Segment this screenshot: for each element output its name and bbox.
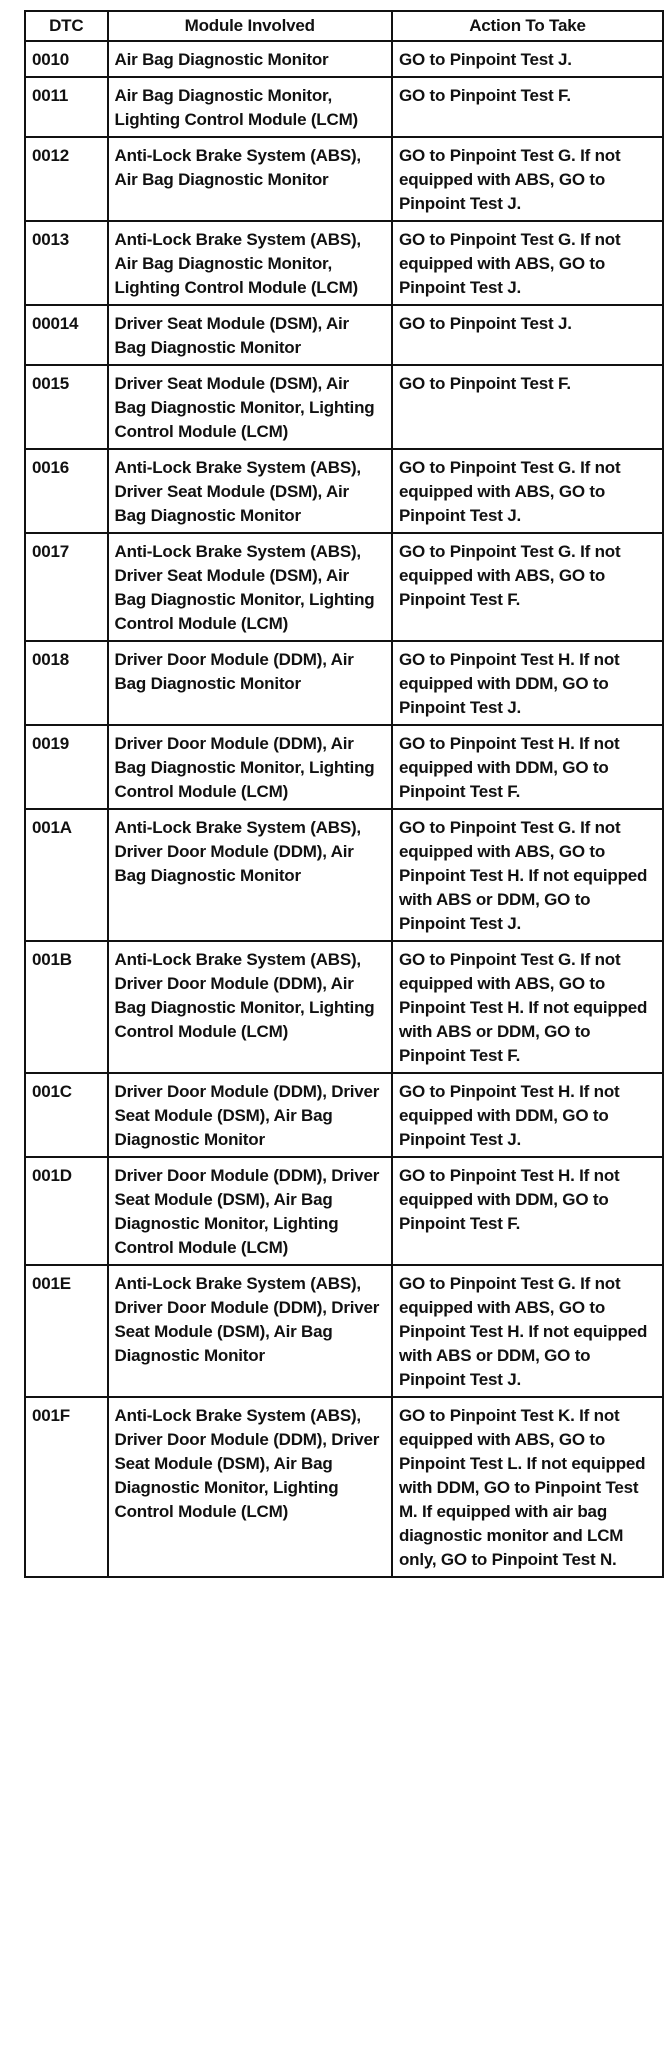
dtc-code-cell: 0015	[25, 365, 108, 449]
module-involved-cell: Driver Seat Module (DSM), Air Bag Diagnostic Monitor	[108, 305, 392, 365]
action-to-take-cell: GO to Pinpoint Test F.	[392, 77, 663, 137]
action-to-take-cell: GO to Pinpoint Test H. If not equipped with DDM, GO to Pinpoint Test J.	[392, 641, 663, 725]
action-to-take-cell: GO to Pinpoint Test G. If not equipped with ABS, GO to Pinpoint Test H. If not equipped with ABS or DDM, GO to Pinpoint Test F.	[392, 941, 663, 1073]
table-row	[25, 449, 663, 533]
table-row	[25, 725, 663, 809]
action-to-take-cell: GO to Pinpoint Test G. If not equipped with ABS, GO to Pinpoint Test H. If not equipped with ABS or DDM, GO to Pinpoint Test J.	[392, 1265, 663, 1397]
dtc-code-cell: 0017	[25, 533, 108, 641]
action-to-take-cell: GO to Pinpoint Test G. If not equipped with ABS, GO to Pinpoint Test F.	[392, 533, 663, 641]
module-involved-cell: Anti-Lock Brake System (ABS), Driver Seat Module (DSM), Air Bag Diagnostic Monitor, Lighting Control Module (LCM)	[108, 533, 392, 641]
table-body	[25, 41, 663, 1577]
dtc-code-cell: 0010	[25, 41, 108, 77]
header-row	[25, 11, 663, 41]
header-action-to-take: Action To Take	[392, 11, 663, 41]
module-involved-cell: Driver Door Module (DDM), Driver Seat Module (DSM), Air Bag Diagnostic Monitor, Lighting Control Module (LCM)	[108, 1157, 392, 1265]
action-to-take-cell: GO to Pinpoint Test G. If not equipped with ABS, GO to Pinpoint Test J.	[392, 137, 663, 221]
module-involved-cell: Anti-Lock Brake System (ABS), Air Bag Diagnostic Monitor	[108, 137, 392, 221]
table-row	[25, 77, 663, 137]
action-to-take-cell: GO to Pinpoint Test H. If not equipped with DDM, GO to Pinpoint Test J.	[392, 1073, 663, 1157]
module-involved-cell: Driver Door Module (DDM), Air Bag Diagnostic Monitor	[108, 641, 392, 725]
table-row	[25, 137, 663, 221]
table-row	[25, 809, 663, 941]
module-involved-cell: Driver Seat Module (DSM), Air Bag Diagnostic Monitor, Lighting Control Module (LCM)	[108, 365, 392, 449]
table-header	[25, 11, 663, 41]
module-involved-cell: Anti-Lock Brake System (ABS), Driver Door Module (DDM), Air Bag Diagnostic Monitor, Lighting Control Module (LCM)	[108, 941, 392, 1073]
dtc-code-cell: 001B	[25, 941, 108, 1073]
module-involved-cell: Anti-Lock Brake System (ABS), Driver Door Module (DDM), Air Bag Diagnostic Monitor	[108, 809, 392, 941]
dtc-code-cell: 0019	[25, 725, 108, 809]
module-involved-cell: Anti-Lock Brake System (ABS), Air Bag Diagnostic Monitor, Lighting Control Module (LCM)	[108, 221, 392, 305]
module-involved-cell: Air Bag Diagnostic Monitor	[108, 41, 392, 77]
module-involved-cell: Air Bag Diagnostic Monitor, Lighting Control Module (LCM)	[108, 77, 392, 137]
action-to-take-cell: GO to Pinpoint Test J.	[392, 41, 663, 77]
table-row	[25, 1073, 663, 1157]
header-dtc: DTC	[25, 11, 108, 41]
dtc-code-cell: 001F	[25, 1397, 108, 1577]
action-to-take-cell: GO to Pinpoint Test G. If not equipped with ABS, GO to Pinpoint Test J.	[392, 221, 663, 305]
table-row	[25, 641, 663, 725]
action-to-take-cell: GO to Pinpoint Test G. If not equipped with ABS, GO to Pinpoint Test J.	[392, 449, 663, 533]
dtc-code-cell: 001C	[25, 1073, 108, 1157]
module-involved-cell: Driver Door Module (DDM), Driver Seat Module (DSM), Air Bag Diagnostic Monitor	[108, 1073, 392, 1157]
document-page	[24, 10, 664, 1578]
table-row	[25, 1157, 663, 1265]
action-to-take-cell: GO to Pinpoint Test J.	[392, 305, 663, 365]
table-row	[25, 365, 663, 449]
table-row	[25, 305, 663, 365]
dtc-code-cell: 0011	[25, 77, 108, 137]
header-module-involved: Module Involved	[108, 11, 392, 41]
dtc-code-cell: 0013	[25, 221, 108, 305]
table-row	[25, 533, 663, 641]
action-to-take-cell: GO to Pinpoint Test F.	[392, 365, 663, 449]
dtc-code-cell: 0016	[25, 449, 108, 533]
dtc-code-cell: 0018	[25, 641, 108, 725]
module-involved-cell: Anti-Lock Brake System (ABS), Driver Door Module (DDM), Driver Seat Module (DSM), Air Bag Diagnostic Monitor, Lighting Control Module (LCM)	[108, 1397, 392, 1577]
dtc-code-cell: 001E	[25, 1265, 108, 1397]
action-to-take-cell: GO to Pinpoint Test H. If not equipped with DDM, GO to Pinpoint Test F.	[392, 1157, 663, 1265]
table-row	[25, 221, 663, 305]
dtc-code-cell: 00014	[25, 305, 108, 365]
table-row	[25, 1397, 663, 1577]
table-row	[25, 41, 663, 77]
action-to-take-cell: GO to Pinpoint Test H. If not equipped with DDM, GO to Pinpoint Test F.	[392, 725, 663, 809]
table-row	[25, 1265, 663, 1397]
module-involved-cell: Anti-Lock Brake System (ABS), Driver Seat Module (DSM), Air Bag Diagnostic Monitor	[108, 449, 392, 533]
module-involved-cell: Driver Door Module (DDM), Air Bag Diagnostic Monitor, Lighting Control Module (LCM)	[108, 725, 392, 809]
module-involved-cell: Anti-Lock Brake System (ABS), Driver Door Module (DDM), Driver Seat Module (DSM), Air Bag Diagnostic Monitor	[108, 1265, 392, 1397]
action-to-take-cell: GO to Pinpoint Test G. If not equipped with ABS, GO to Pinpoint Test H. If not equipped with ABS or DDM, GO to Pinpoint Test J.	[392, 809, 663, 941]
dtc-code-cell: 001A	[25, 809, 108, 941]
dtc-code-cell: 0012	[25, 137, 108, 221]
action-to-take-cell: GO to Pinpoint Test K. If not equipped with ABS, GO to Pinpoint Test L. If not equipped with DDM, GO to Pinpoint Test M. If equipped with air bag diagnostic monitor and LCM only, GO to Pinpoint Test N.	[392, 1397, 663, 1577]
dtc-code-cell: 001D	[25, 1157, 108, 1265]
table-row	[25, 941, 663, 1073]
dtc-table	[24, 10, 664, 1578]
